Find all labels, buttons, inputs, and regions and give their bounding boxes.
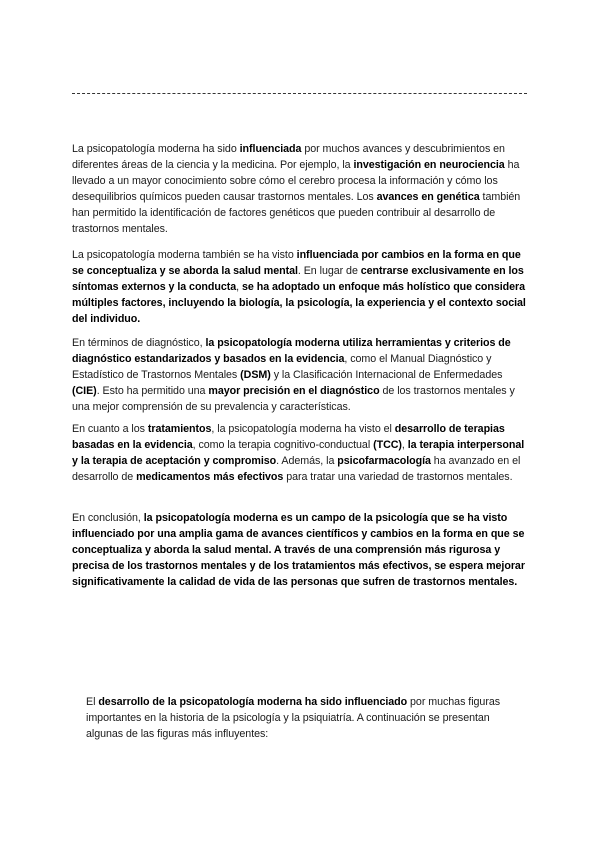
bold-run: avances en genética — [376, 190, 480, 203]
text-run: y la Clasificación Internacional de Enfermedades — [270, 368, 503, 381]
text-run: , la psicopatología moderna ha visto el — [211, 423, 395, 435]
paragraph-influences — [72, 142, 528, 237]
paragraph-diagnosis — [72, 336, 528, 416]
paragraph-influential-figures — [86, 695, 526, 743]
text-run: de los trastornos mentales y una mejor comprensión de su prevalencia y características. — [72, 384, 515, 413]
bold-run: se ha adoptado un enfoque más holístico que considera múltiples factores, incluyendo la biología, la psicología, la experiencia y el contexto social del individuo. — [72, 280, 526, 325]
bold-run: centrarse exclusivamente en los síntomas externos y la conducta — [72, 264, 524, 293]
text-run: , — [236, 280, 243, 293]
text-run: . Además, la — [276, 454, 338, 467]
text-run: por muchos avances y descubrimientos en diferentes áreas de la ciencia y la medicina. Por ejemplo, la — [72, 143, 505, 171]
bold-run: la psicopatología moderna es un campo de la psicología que se ha visto influenciado por una amplia gama de avances científicos y cambios en la forma en que se conceptualiza y aborda la salud mental. A través de una comprensión más rigurosa y precisa de los trastornos mentales y de los tratamientos más efectivos, se espera mejorar significativamente la calidad de vida de las personas que sufren de trastornos mentales. — [72, 512, 525, 588]
dashed-divider — [72, 93, 527, 94]
text-run: para tratar una variedad de trastornos mentales. — [283, 470, 513, 483]
bold-run: desarrollo de terapias basadas en la evidencia — [72, 423, 505, 451]
bold-run: la psicopatología moderna utiliza herramientas y criterios de diagnóstico estandarizados y basados en la evidencia — [72, 337, 511, 365]
bold-run: (CIE) — [72, 384, 97, 397]
bold-run: (DSM) — [240, 368, 271, 381]
bold-run: la terapia interpersonal y la terapia de aceptación y compromiso — [72, 438, 525, 467]
bold-run: influenciada por cambios en la forma en que se conceptualiza y se aborda la salud mental — [72, 249, 521, 277]
bold-run: influenciada — [239, 143, 302, 155]
text-run: , como la terapia cognitivo-conductual — [192, 438, 374, 451]
text-run: ha avanzado en el desarrollo de — [72, 454, 521, 483]
paragraph-treatments — [72, 422, 528, 486]
text-run: . En lugar de — [297, 264, 361, 277]
bold-run: mayor precisión en el diagnóstico — [208, 384, 380, 397]
text-run: , como el Manual Diagnóstico y Estadístico de Trastornos Mentales — [72, 352, 492, 381]
bold-run: investigación en neurociencia — [353, 158, 505, 171]
bold-run: (TCC) — [373, 438, 402, 451]
bold-run: medicamentos más efectivos — [136, 470, 284, 483]
paragraph-conclusion — [72, 511, 528, 591]
text-run: . Esto ha permitido una — [96, 384, 209, 397]
bold-run: tratamientos — [147, 423, 212, 435]
text-run: El — [86, 696, 99, 708]
bold-run: desarrollo de la psicopatología moderna ha sido influenciado — [98, 696, 408, 708]
text-run: , — [401, 438, 408, 451]
text-run: por muchas figuras importantes en la historia de la psicología y la psiquiatría. A continuación se presentan algunas de las figuras más influyentes: — [86, 696, 501, 740]
bold-run: psicofarmacología — [337, 454, 431, 467]
text-run: En términos de diagnóstico, — [72, 337, 206, 349]
text-run: La psicopatología moderna también se ha visto — [72, 249, 297, 261]
text-run: La psicopatología moderna ha sido — [72, 143, 240, 155]
text-run: En conclusión, — [72, 512, 144, 524]
paragraph-conceptualization — [72, 248, 528, 328]
text-run: ha llevado a un mayor conocimiento sobre cómo el cerebro procesa la información y cómo los desequilibrios químicos pueden causar trastornos mentales. Los — [72, 158, 520, 203]
text-run: En cuanto a los — [72, 423, 148, 435]
text-run: también han permitido la identificación de factores genéticos que pueden contribuir al desarrollo de trastornos mentales. — [72, 190, 521, 235]
